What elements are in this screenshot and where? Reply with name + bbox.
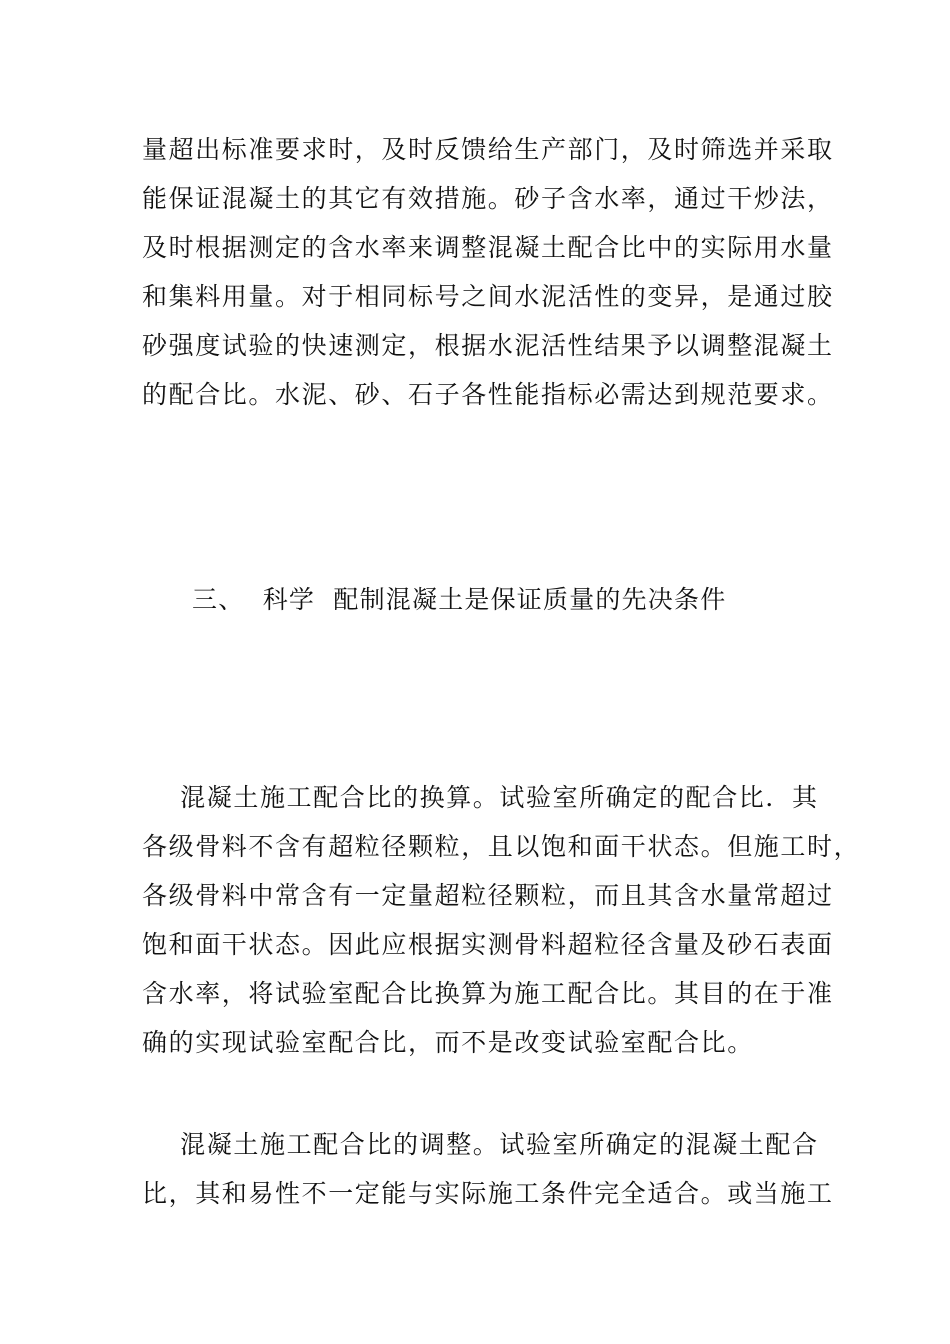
paragraph-1-line-3: 及时根据测定的含水率来调整混凝土配合比中的实际用水量: [142, 233, 834, 262]
paragraph-3-line-2: 比，其和易性不一定能与实际施工条件完全适合。或当施工: [142, 1179, 834, 1208]
paragraph-3-line-1: 混凝土施工配合比的调整。试验室所确定的混凝土配合: [142, 1130, 819, 1159]
paragraph-1-line-5: 砂强度试验的快速测定，根据水泥活性结果予以调整混凝土: [142, 331, 834, 360]
section-heading: 三、 科学 配制混凝土是保证质量的先决条件: [192, 585, 727, 614]
paragraph-2-line-1: 混凝土施工配合比的换算。试验室所确定的配合比．其: [142, 783, 819, 812]
paragraph-1-line-2: 能保证混凝土的其它有效措施。砂子含水率，通过干炒法，: [142, 184, 834, 213]
paragraph-1-line-4: 和集料用量。对于相同标号之间水泥活性的变异，是通过胶: [142, 282, 834, 311]
paragraph-1-line-1: 量超出标准要求时，及时反馈给生产部门，及时筛选并采取: [142, 135, 834, 164]
paragraph-2-line-3: 各级骨料中常含有一定量超粒径颗粒，而且其含水量常超过: [142, 881, 834, 910]
paragraph-1-line-6: 的配合比。水泥、砂、石子各性能指标必需达到规范要求。: [142, 380, 834, 409]
paragraph-2-line-2: 各级骨料不含有超粒径颗粒，且以饱和面干状态。但施工时，: [142, 832, 861, 861]
paragraph-2-line-4: 饱和面干状态。因此应根据实测骨料超粒径含量及砂石表面: [142, 930, 834, 959]
paragraph-2-line-6: 确的实现试验室配合比，而不是改变试验室配合比。: [142, 1028, 754, 1057]
paragraph-2-line-5: 含水率，将试验室配合比换算为施工配合比。其目的在于准: [142, 979, 834, 1008]
